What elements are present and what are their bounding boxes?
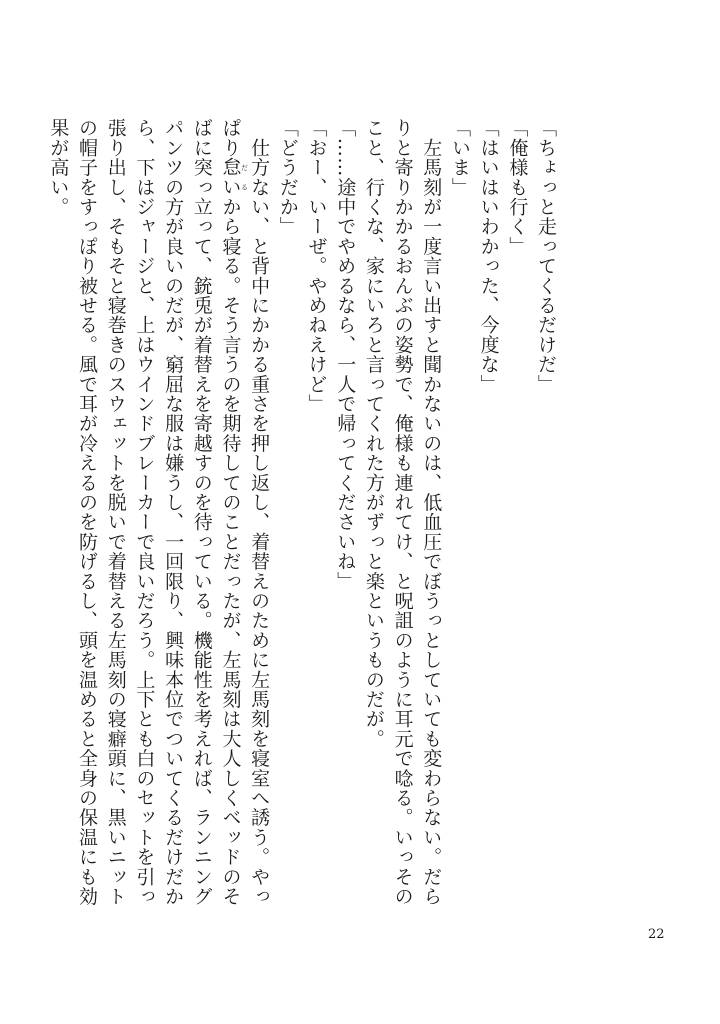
dialogue-line-1: 「ちょっと走ってくるだけだ」 [535,118,557,394]
dialogue-line-7: 「どうだか」 [276,118,299,237]
dialogue-line-2: 「俺様も行く」 [506,118,529,256]
ruby-reading: だる [240,157,249,197]
narration-paragraph-1: 左馬刻が一度言い出すと聞かないのは、低血圧でぼうっとしていても変わらない。だらりと寄りかかるおんぶの姿勢で、俺様も連れてけ、と呪詛のように耳元で唸る。いっそのこと、行くな、家にいろと言ってくれた方がずっと楽というものだが。 [362,118,443,906]
ruby-word [219,157,249,197]
page-number: 22 [648,927,665,942]
dialogue-line-6: 「おー、いーぜ。やめねえけど」 [305,118,328,414]
ruby-base: 怠い [219,157,242,197]
vertical-text-body [47,118,560,918]
dialogue-line-5: 「……途中でやめるなら、一人で帰ってくださいね」 [334,118,357,591]
dialogue-line-3: 「はいはいわかった、今度な」 [477,118,500,394]
narration-paragraph-2-rest: から寝る。そう言うのを期待してのことだったが、左馬刻は大人しくベッドのそばに突っ立って、銃兎が着替えを寄越すのを待っている。機能性を考えれば、ランニングパンツの方が良いのだが、窮屈な服は嫌うし、一回限り、興味本位でついてくるだけだから、下はジャージと、上はウインドブレーカーで良いだろう。上下とも白のセットを引っ張り出し、そもそと寝巻きのスウェットを脱いで着替える左馬刻の寝癖頭に、黒いニットの帽子をすっぽり被せる。風で耳が冷えるのを防げるし、頭を温めると全身の保温にも効果が高い。 [47,118,242,907]
narration-paragraph-2 [44,118,274,918]
dialogue-line-4: 「いま」 [448,118,471,197]
narration-paragraph-2-start: 仕方ない、と背中にかかる重さを押し返し、着替えのために左馬刻を寝室へ誘う。やっぱり [219,118,271,906]
